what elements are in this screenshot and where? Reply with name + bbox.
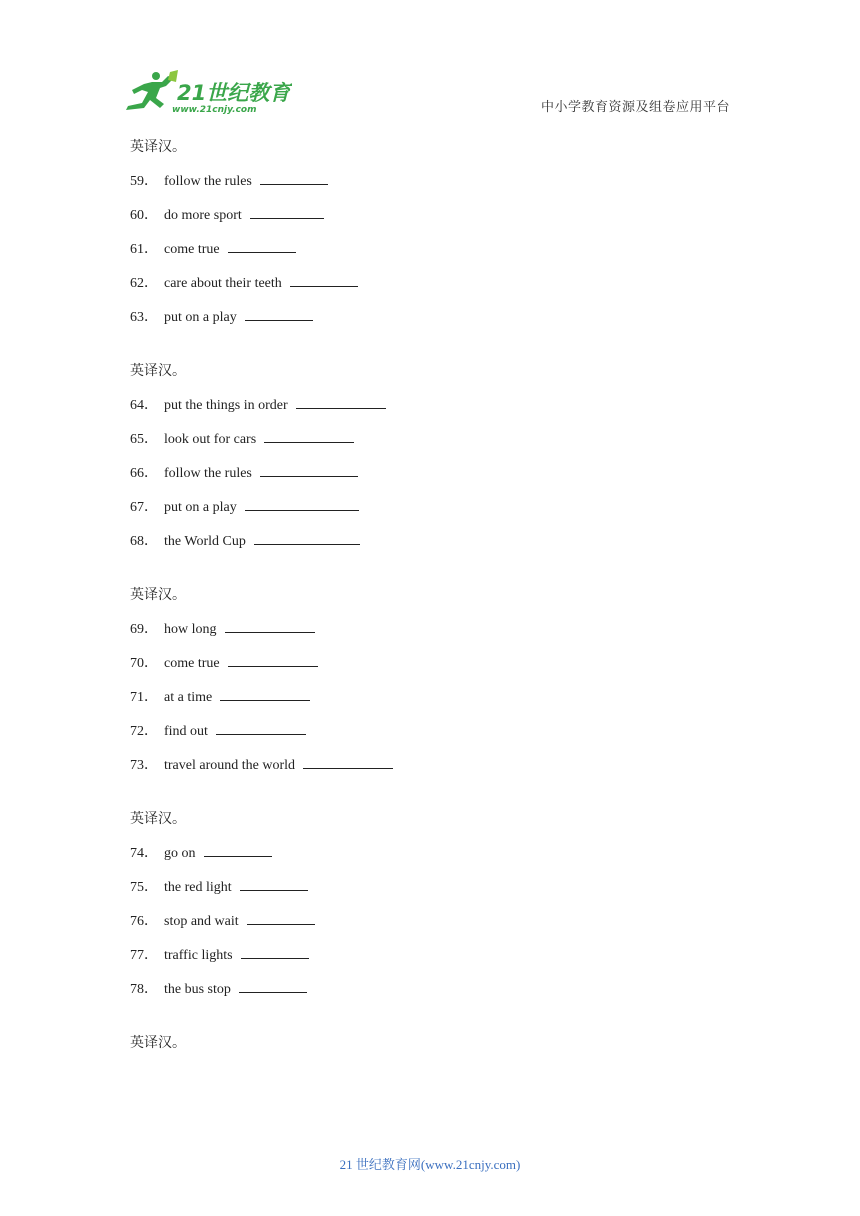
question-item [130,754,750,776]
header-platform-text: 中小学教育资源及组卷应用平台 [540,100,730,115]
question-text: find out [164,724,208,739]
question-number: 76． [130,914,158,929]
answer-blank[interactable] [239,978,307,993]
question-text: care about their teeth [164,276,282,291]
answer-blank[interactable] [241,944,309,959]
question-text: follow the rules [164,174,252,189]
section-4 [130,808,750,1000]
section-1 [130,136,750,328]
question-number: 66． [130,466,158,481]
answer-blank[interactable] [225,618,315,633]
question-item [130,496,750,518]
question-item [130,652,750,674]
question-text: put on a play [164,310,237,325]
answer-blank[interactable] [303,754,393,769]
question-item [130,686,750,708]
question-text: follow the rules [164,466,252,481]
question-text: the bus stop [164,982,231,997]
answer-blank[interactable] [254,530,360,545]
question-text: the red light [164,880,232,895]
question-text: come true [164,656,220,671]
section-3 [130,584,750,776]
section-title: 英译汉。 [130,139,186,155]
answer-blank[interactable] [216,720,306,735]
question-number: 60． [130,208,158,223]
question-number: 71． [130,690,158,705]
question-item [130,842,750,864]
question-number: 63． [130,310,158,325]
section-title: 英译汉。 [130,1035,186,1051]
question-item [130,530,750,552]
question-text: look out for cars [164,432,257,447]
question-number: 77． [130,948,158,963]
question-number: 74． [130,846,158,861]
question-item [130,238,750,260]
section-title: 英译汉。 [130,363,186,379]
question-number: 65． [130,432,158,447]
answer-blank[interactable] [245,496,359,511]
answer-blank[interactable] [245,306,313,321]
answer-blank[interactable] [204,842,272,857]
section-title: 英译汉。 [130,587,186,603]
question-number: 70． [130,656,158,671]
section-title: 英译汉。 [130,811,186,827]
answer-blank[interactable] [296,394,386,409]
question-text: how long [164,622,217,637]
question-item [130,876,750,898]
question-text: come true [164,242,220,257]
question-text: the World Cup [164,534,246,549]
answer-blank[interactable] [264,428,354,443]
question-text: at a time [164,690,213,705]
question-item [130,272,750,294]
question-number: 68． [130,534,158,549]
question-item [130,978,750,1000]
site-logo [122,70,292,118]
logo-url: www.21cnjy.com [172,105,257,115]
logo-text: 21世纪教育 [177,81,291,105]
answer-blank[interactable] [260,170,328,185]
question-item [130,944,750,966]
question-number: 61． [130,242,158,257]
question-text: do more sport [164,208,242,223]
question-text: put the things in order [164,398,288,413]
question-number: 72． [130,724,158,739]
question-number: 73． [130,758,158,773]
question-text: traffic lights [164,948,233,963]
question-item [130,394,750,416]
answer-blank[interactable] [260,462,358,477]
question-item [130,306,750,328]
question-number: 64． [130,398,158,413]
question-number: 67． [130,500,158,515]
runner-icon [126,70,178,110]
question-text: travel around the world [164,758,296,773]
answer-blank[interactable] [250,204,324,219]
question-item [130,170,750,192]
question-number: 62． [130,276,158,291]
question-item [130,720,750,742]
section-5 [130,1032,750,1054]
section-2 [130,360,750,552]
question-text: stop and wait [164,914,239,929]
question-text: go on [164,846,196,861]
answer-blank[interactable] [220,686,310,701]
question-item [130,428,750,450]
answer-blank[interactable] [240,876,308,891]
question-item [130,462,750,484]
question-number: 75． [130,880,158,895]
answer-blank[interactable] [290,272,358,287]
question-number: 59． [130,174,158,189]
question-item [130,618,750,640]
question-item [130,204,750,226]
answer-blank[interactable] [228,652,318,667]
answer-blank[interactable] [247,910,315,925]
worksheet-content [130,136,750,1086]
question-number: 69． [130,622,158,637]
page-footer: 21 世纪教育网(www.21cnjy.com) [339,1157,521,1172]
question-number: 78． [130,982,158,997]
answer-blank[interactable] [228,238,296,253]
question-text: put on a play [164,500,237,515]
question-item [130,910,750,932]
